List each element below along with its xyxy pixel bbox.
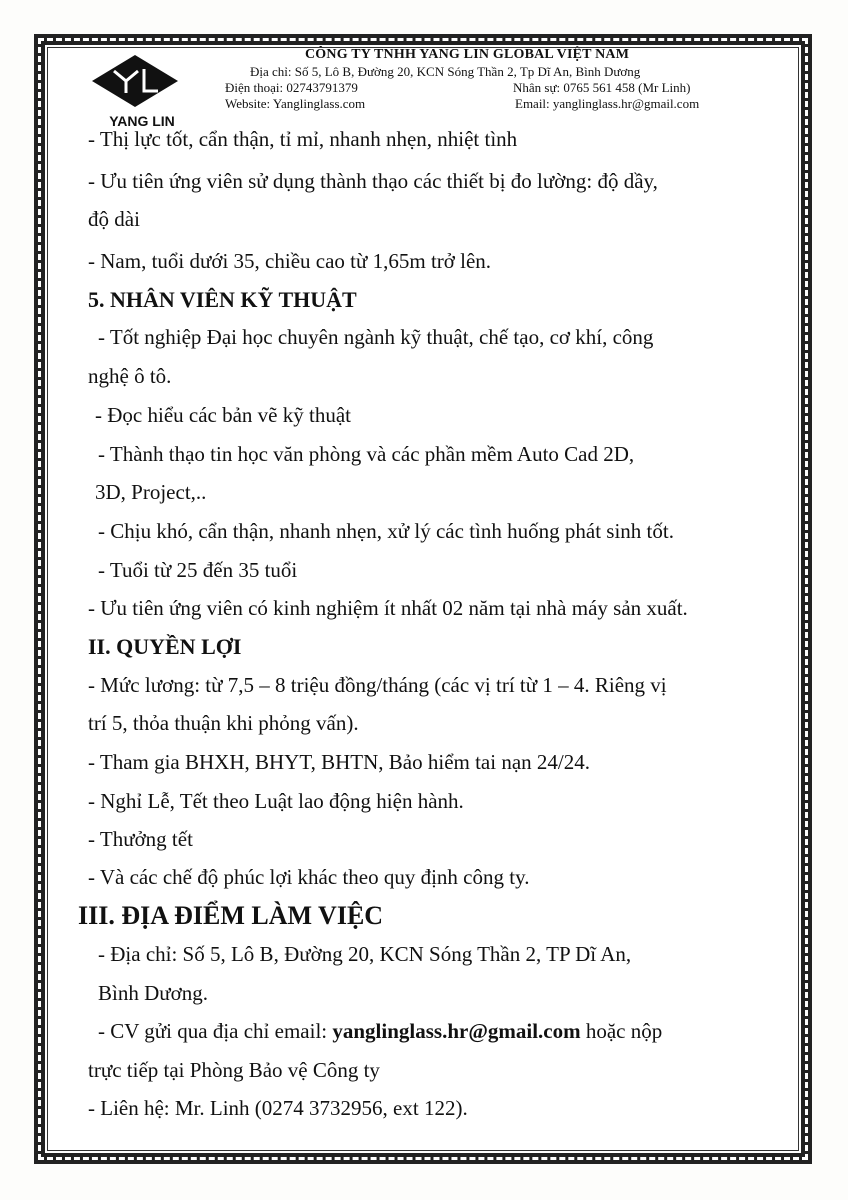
logo-icon xyxy=(90,53,180,109)
benefit-line: - Tham gia BHXH, BHYT, BHTN, Bảo hiểm tai nạn 24/24. xyxy=(88,750,590,774)
company-logo xyxy=(90,53,180,129)
page-frame xyxy=(34,34,812,1164)
requirement-line: - Thị lực tốt, cẩn thận, tỉ mỉ, nhanh nhẹn, nhiệt tình xyxy=(88,127,518,151)
company-name: CÔNG TY TNHH YANG LIN GLOBAL VIỆT NAM xyxy=(305,47,630,62)
section-heading: II. QUYỀN LỢI xyxy=(88,634,242,659)
requirement-line: - Ưu tiên ứng viên có kinh nghiệm ít nhất 02 năm tại nhà máy sản xuất. xyxy=(88,596,688,620)
company-email: Email: yanglinglass.hr@gmail.com xyxy=(515,96,700,111)
benefit-line: trí 5, thỏa thuận khi phỏng vấn). xyxy=(88,711,359,735)
cv-suffix: hoặc nộp xyxy=(580,1019,663,1043)
contact-line: - Liên hệ: Mr. Linh (0274 3732956, ext 122). xyxy=(88,1096,468,1120)
requirement-line: - Thành thạo tin học văn phòng và các phần mềm Auto Cad 2D, xyxy=(98,442,635,466)
requirement-line: - Đọc hiểu các bản vẽ kỹ thuật xyxy=(95,403,351,427)
location-line: - Địa chỉ: Số 5, Lô B, Đường 20, KCN Sóng Thần 2, TP Dĩ An, xyxy=(98,942,632,966)
logo-text: YANG LIN xyxy=(109,113,175,129)
benefit-line: - Nghỉ Lễ, Tết theo Luật lao động hiện hành. xyxy=(88,789,464,813)
requirement-line: nghệ ô tô. xyxy=(88,364,172,388)
company-website: Website: Yanglinglass.com xyxy=(225,96,366,111)
benefit-line: - Và các chế độ phúc lợi khác theo quy định công ty. xyxy=(88,865,530,889)
cv-prefix: - CV gửi qua địa chỉ email: xyxy=(98,1019,333,1043)
benefit-line: - Thưởng tết xyxy=(88,827,193,851)
cv-submission-line xyxy=(98,1019,662,1044)
requirement-line: - Chịu khó, cẩn thận, nhanh nhẹn, xử lý các tình huống phát sinh tốt. xyxy=(98,519,674,543)
requirement-line: - Tuổi từ 25 đến 35 tuổi xyxy=(98,558,298,582)
requirement-line: 3D, Project,.. xyxy=(95,480,207,504)
location-line: Bình Dương. xyxy=(98,981,208,1005)
benefit-line: - Mức lương: từ 7,5 – 8 triệu đồng/tháng (các vị trí từ 1 – 4. Riêng vị xyxy=(88,673,667,697)
requirement-line: - Ưu tiên ứng viên sử dụng thành thạo các thiết bị đo lường: độ dầy, xyxy=(88,169,658,193)
cv-email-link[interactable]: yanglinglass.hr@gmail.com xyxy=(332,1019,581,1043)
company-address: Địa chỉ: Số 5, Lô B, Đường 20, KCN Sóng Thần 2, Tp Dĩ An, Bình Dương xyxy=(250,64,641,79)
requirement-line: độ dài xyxy=(88,207,140,231)
requirement-line: - Tốt nghiệp Đại học chuyên ngành kỹ thuật, chế tạo, cơ khí, công xyxy=(98,325,654,349)
company-hr-contact: Nhân sự: 0765 561 458 (Mr Linh) xyxy=(513,80,691,95)
company-header xyxy=(45,45,801,129)
location-line: trực tiếp tại Phòng Bảo vệ Công ty xyxy=(88,1058,380,1082)
company-phone: Điện thoại: 02743791379 xyxy=(225,80,358,95)
section-heading: III. ĐỊA ĐIỂM LÀM VIỆC xyxy=(78,901,384,930)
section-heading: 5. NHÂN VIÊN KỸ THUẬT xyxy=(88,287,357,312)
requirement-line: - Nam, tuổi dưới 35, chiều cao từ 1,65m trở lên. xyxy=(88,249,492,273)
